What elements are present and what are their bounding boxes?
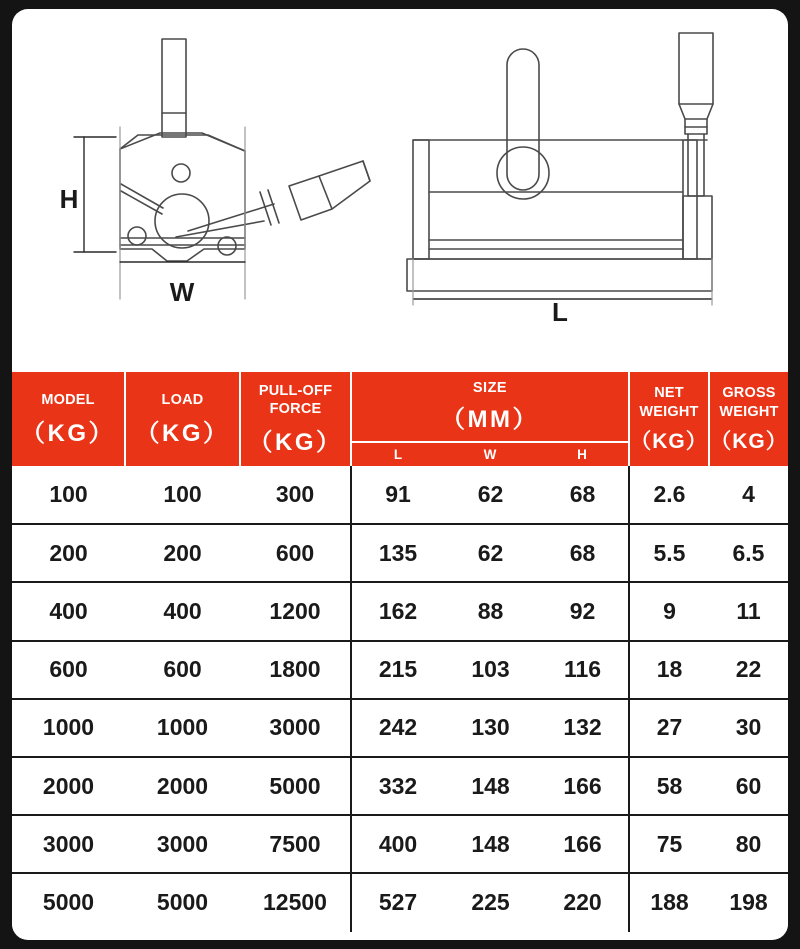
cell-net-weight: 188	[629, 873, 709, 931]
technical-drawing-panel	[12, 9, 788, 364]
front-view-drawing	[407, 33, 713, 291]
cell-load: 400	[125, 582, 240, 640]
header-pull-off-force-title: PULL-OFF	[258, 382, 333, 399]
cell-net-weight: 58	[629, 757, 709, 815]
header-size-subrow	[352, 443, 628, 466]
cell-load: 3000	[125, 815, 240, 873]
cell-gross-weight: 80	[709, 815, 788, 873]
cell-model: 100	[12, 466, 125, 524]
cell-load: 2000	[125, 757, 240, 815]
header-pull-off-force	[240, 372, 351, 466]
header-gross-weight	[709, 372, 788, 466]
cell-net-weight: 27	[629, 699, 709, 757]
cell-pull-off: 3000	[240, 699, 351, 757]
cell-size-l: 332	[351, 757, 444, 815]
header-gross-weight-title2: WEIGHT	[719, 403, 779, 420]
header-net-weight-title: NET	[654, 385, 684, 402]
header-load-unit: （KG）	[135, 420, 230, 448]
cell-size-w: 225	[444, 873, 537, 931]
header-load-title: LOAD	[161, 391, 204, 408]
cell-load: 100	[125, 466, 240, 524]
cell-load: 600	[125, 641, 240, 699]
header-size-h: H	[577, 447, 587, 462]
cell-size-h: 92	[537, 582, 629, 640]
cell-pull-off: 300	[240, 466, 351, 524]
header-size-l: L	[393, 447, 403, 462]
cell-size-h: 220	[537, 873, 629, 931]
cell-gross-weight: 4	[709, 466, 788, 524]
header-size-w: W	[483, 447, 497, 462]
cell-gross-weight: 60	[709, 757, 788, 815]
cell-gross-weight: 6.5	[709, 524, 788, 582]
cell-size-l: 527	[351, 873, 444, 931]
dimension-label-w: W	[169, 277, 195, 307]
header-gross-weight-unit: （KG）	[710, 429, 788, 453]
cell-model: 2000	[12, 757, 125, 815]
table-row	[12, 641, 788, 699]
cell-gross-weight: 198	[709, 873, 788, 931]
cell-pull-off: 600	[240, 524, 351, 582]
cell-size-l: 162	[351, 582, 444, 640]
header-model-title: MODEL	[41, 391, 95, 408]
table-body	[12, 466, 788, 932]
cell-model: 600	[12, 641, 125, 699]
header-size-group	[351, 372, 629, 466]
cell-load: 1000	[125, 699, 240, 757]
cell-model: 400	[12, 582, 125, 640]
cell-size-w: 62	[444, 524, 537, 582]
header-pull-off-force-title2: FORCE	[269, 401, 322, 417]
header-pull-off-force-unit: （KG）	[248, 429, 343, 457]
cell-model: 200	[12, 524, 125, 582]
cell-net-weight: 18	[629, 641, 709, 699]
table-row	[12, 873, 788, 931]
header-model-unit: （KG）	[21, 420, 115, 448]
table-header	[12, 372, 788, 466]
cell-size-l: 91	[351, 466, 444, 524]
header-gross-weight-title: GROSS	[722, 385, 776, 402]
cell-size-l: 215	[351, 641, 444, 699]
header-load	[125, 372, 240, 466]
cell-model: 1000	[12, 699, 125, 757]
cell-net-weight: 2.6	[629, 466, 709, 524]
cell-net-weight: 5.5	[629, 524, 709, 582]
cell-size-h: 68	[537, 524, 629, 582]
table-row	[12, 757, 788, 815]
cell-size-l: 135	[351, 524, 444, 582]
cell-net-weight: 75	[629, 815, 709, 873]
cell-pull-off: 12500	[240, 873, 351, 931]
header-size-top	[352, 372, 628, 443]
cell-pull-off: 1200	[240, 582, 351, 640]
cell-size-h: 132	[537, 699, 629, 757]
cell-gross-weight: 11	[709, 582, 788, 640]
cell-size-w: 130	[444, 699, 537, 757]
cell-size-w: 148	[444, 815, 537, 873]
table-row	[12, 524, 788, 582]
header-row	[12, 372, 788, 466]
header-model	[12, 372, 125, 466]
header-size-title: SIZE	[472, 379, 508, 396]
spec-table-element	[12, 372, 788, 932]
header-net-weight-title2: WEIGHT	[639, 403, 699, 420]
header-net-weight	[629, 372, 709, 466]
specification-table	[12, 372, 788, 940]
cell-pull-off: 1800	[240, 641, 351, 699]
cell-size-w: 148	[444, 757, 537, 815]
cell-model: 3000	[12, 815, 125, 873]
cell-net-weight: 9	[629, 582, 709, 640]
dimension-label-l: L	[552, 297, 568, 327]
cell-gross-weight: 22	[709, 641, 788, 699]
table-row	[12, 699, 788, 757]
cell-size-h: 166	[537, 815, 629, 873]
spec-sheet-card	[12, 9, 788, 940]
header-net-weight-unit: （KG）	[630, 429, 708, 453]
cell-pull-off: 7500	[240, 815, 351, 873]
cell-load: 200	[125, 524, 240, 582]
cell-size-l: 242	[351, 699, 444, 757]
cell-size-w: 88	[444, 582, 537, 640]
cell-load: 5000	[125, 873, 240, 931]
cell-size-h: 116	[537, 641, 629, 699]
table-row	[12, 815, 788, 873]
table-row	[12, 582, 788, 640]
header-size-unit: （MM）	[441, 405, 539, 433]
cell-model: 5000	[12, 873, 125, 931]
dimension-label-h: H	[59, 184, 79, 214]
cell-size-w: 62	[444, 466, 537, 524]
table-row	[12, 466, 788, 524]
cell-size-h: 166	[537, 757, 629, 815]
cell-pull-off: 5000	[240, 757, 351, 815]
cell-size-h: 68	[537, 466, 629, 524]
dimension-h	[74, 137, 116, 252]
cell-size-w: 103	[444, 641, 537, 699]
cell-size-l: 400	[351, 815, 444, 873]
cell-gross-weight: 30	[709, 699, 788, 757]
